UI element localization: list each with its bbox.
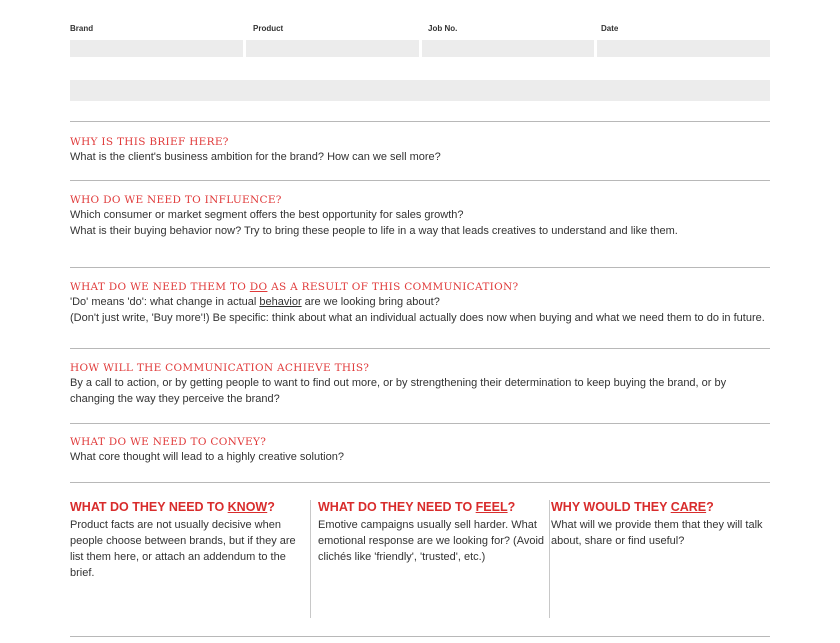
section-title: HOW WILL THE COMMUNICATION ACHIEVE THIS? <box>70 362 370 374</box>
text-part: 'Do' means 'do': what change in actual <box>70 296 260 308</box>
title-part: ? <box>507 500 516 514</box>
divider <box>70 348 770 349</box>
description-field[interactable] <box>70 80 770 101</box>
column-title <box>551 500 770 515</box>
product-label: Product <box>253 24 284 33</box>
title-underlined: KNOW <box>227 500 268 514</box>
column-title <box>70 500 302 515</box>
title-underlined: CARE <box>670 500 707 514</box>
section-title: WHAT DO WE NEED TO CONVEY? <box>70 436 267 448</box>
section-text: What core thought will lead to a highly creative solution? <box>70 451 344 463</box>
divider <box>70 267 770 268</box>
title-part: WHAT DO THEY NEED TO <box>318 500 476 514</box>
divider <box>70 180 770 181</box>
section-title <box>70 281 770 294</box>
section-text: What is their buying behavior now? Try to bring these people to life in a way that leads creatives to understand and like them. <box>70 225 678 237</box>
section-text: (Don't just write, 'Buy more'!) Be specific: think about what an individual actually does now when buying and what we need them to do in future. <box>70 312 765 324</box>
date-field[interactable] <box>597 40 770 57</box>
section-convey <box>70 436 770 465</box>
section-why-brief <box>70 136 770 165</box>
section-title: WHY IS THIS BRIEF HERE? <box>70 136 229 148</box>
section-who-influence <box>70 194 770 239</box>
divider <box>70 482 770 483</box>
text-underlined: behavior <box>259 296 302 308</box>
column-text: Product facts are not usually decisive when people choose between brands, but if they are list them here, or attach an addendum to the brief. <box>70 519 296 579</box>
section-text: What is the client's business ambition for the brand? How can we sell more? <box>70 151 441 163</box>
column-divider <box>310 500 311 618</box>
title-part: ? <box>706 500 714 514</box>
section-text: Which consumer or market segment offers the best opportunity for sales growth? <box>70 209 464 221</box>
product-field[interactable] <box>246 40 419 57</box>
column-know <box>70 500 302 620</box>
title-underlined: DO <box>249 281 268 293</box>
brand-field[interactable] <box>70 40 243 57</box>
title-part: WHAT DO THEY NEED TO <box>70 500 228 514</box>
column-care <box>551 500 770 620</box>
title-part: WHAT DO WE NEED THEM TO <box>70 281 250 293</box>
column-feel <box>318 500 546 620</box>
column-title <box>318 500 546 515</box>
section-title: WHO DO WE NEED TO INFLUENCE? <box>70 194 282 206</box>
section-what-do <box>70 281 770 326</box>
column-text: Emotive campaigns usually sell harder. What emotional response are we looking for? (Avoid clichés like 'friendly', 'trusted', etc.) <box>318 519 545 563</box>
header-labels <box>70 24 770 36</box>
divider <box>70 121 770 122</box>
text-part: are we looking bring about? <box>301 296 440 308</box>
column-text: What will we provide them that they will talk about, share or find useful? <box>551 519 763 547</box>
title-part: WHY WOULD THEY <box>551 500 671 514</box>
brand-label: Brand <box>70 24 94 33</box>
divider <box>70 636 770 637</box>
job-number-field[interactable] <box>422 40 595 57</box>
divider <box>70 423 770 424</box>
header-fields <box>70 40 770 57</box>
date-label: Date <box>601 24 619 33</box>
title-part: AS A RESULT OF THIS COMMUNICATION? <box>267 281 519 293</box>
section-text: By a call to action, or by getting people to want to find out more, or by strengthening their determination to keep buying the brand, or by changing the way they perceive the brand? <box>70 377 727 405</box>
column-divider <box>549 500 550 618</box>
section-text <box>70 294 770 310</box>
job-number-label: Job No. <box>428 24 458 33</box>
section-how-achieve <box>70 362 770 407</box>
title-underlined: FEEL <box>475 500 508 514</box>
title-part: ? <box>267 500 275 514</box>
